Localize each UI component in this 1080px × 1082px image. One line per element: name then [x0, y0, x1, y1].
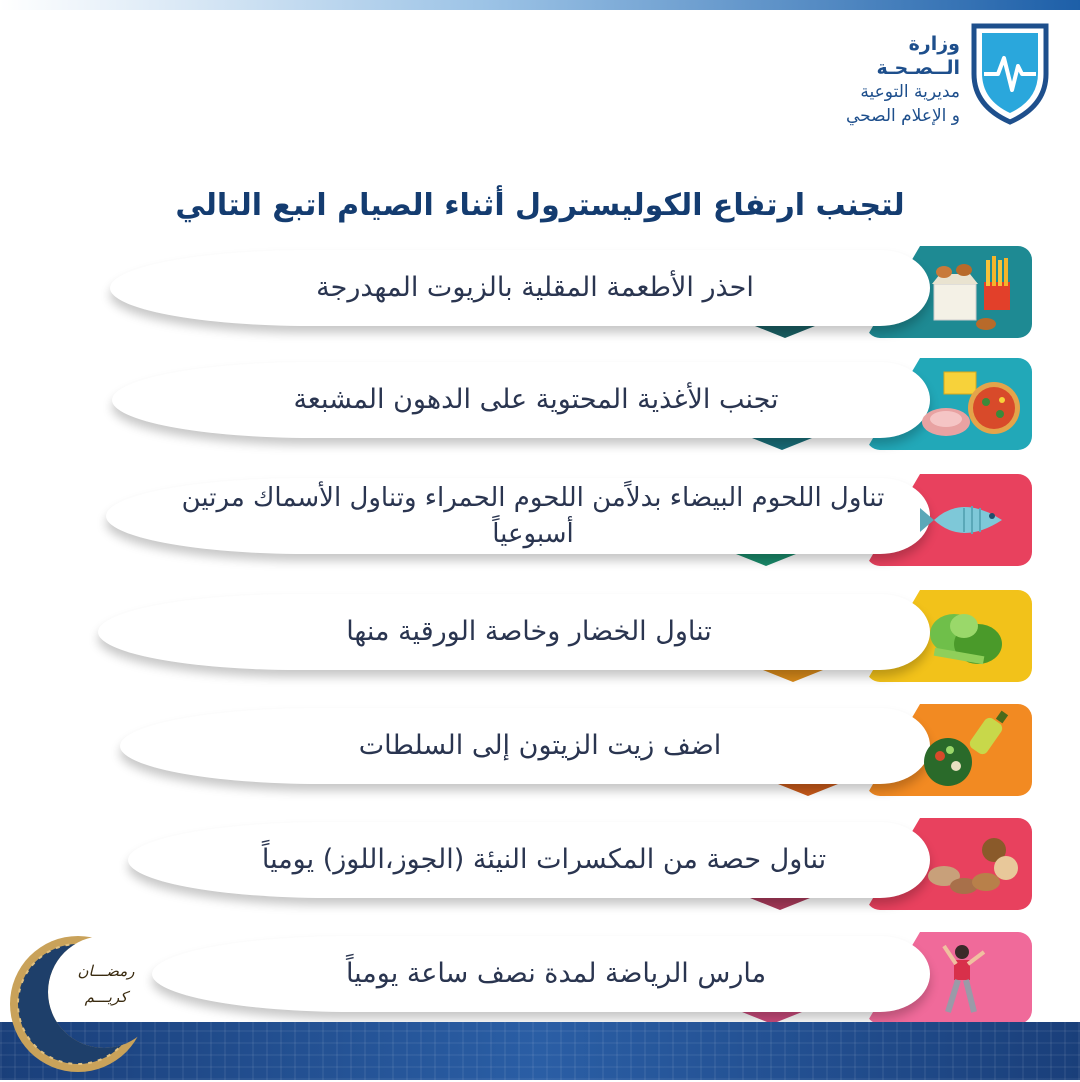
ramadan-line-1: رمضـــان — [77, 962, 135, 980]
shield-heartbeat-icon — [968, 18, 1052, 126]
pizza-meat-cheese-icon — [914, 364, 1024, 444]
ramadan-line-2: كريـــم — [84, 988, 128, 1006]
tip-card-6 — [128, 818, 1080, 910]
tip-notch — [750, 898, 810, 910]
logo-line-ministry: وزارة الــصـحـة — [876, 33, 960, 79]
ramadan-kareem-badge — [8, 928, 158, 1078]
fish-icon — [914, 480, 1024, 560]
leafy-greens-icon — [914, 596, 1024, 676]
top-accent-bar — [0, 0, 1080, 10]
tip-card-3 — [106, 474, 1080, 566]
tip-text: تناول اللحوم البيضاء بدلاًمن اللحوم الحمراء وتناول الأسماك مرتين أسبوعياً — [106, 478, 930, 554]
tip-text: احذر الأطعمة المقلية بالزيوت المهدرجة — [110, 250, 930, 326]
ramadan-text — [66, 958, 146, 1010]
logo-text — [820, 32, 960, 128]
exercise-icon — [914, 938, 1024, 1018]
tip-notch — [736, 554, 796, 566]
logo-line-directorate: مديرية التوعية — [860, 82, 960, 102]
tip-text: مارس الرياضة لمدة نصف ساعة يومياً — [152, 936, 930, 1012]
nuts-icon — [914, 824, 1024, 904]
tip-text: تناول الخضار وخاصة الورقية منها — [98, 594, 930, 670]
tip-card-5 — [120, 704, 1080, 796]
tip-card-1 — [110, 246, 1080, 338]
tip-notch — [778, 784, 838, 796]
tip-card-2 — [112, 358, 1080, 450]
tip-notch — [755, 326, 815, 338]
tip-notch — [752, 438, 812, 450]
tip-text: تجنب الأغذية المحتوية على الدهون المشبعة — [112, 362, 930, 438]
logo-line-media: و الإعلام الصحي — [845, 106, 960, 126]
olive-oil-salad-icon — [914, 710, 1024, 790]
tip-text: تناول حصة من المكسرات النيئة (الجوز،اللوز) يومياً — [128, 822, 930, 898]
tip-text: اضف زيت الزيتون إلى السلطات — [120, 708, 930, 784]
tip-card-4 — [98, 590, 1080, 682]
page-title: لتجنب ارتفاع الكوليسترول أثناء الصيام اتبع التالي — [175, 188, 905, 223]
tip-notch — [763, 670, 823, 682]
fried-food-icon — [914, 252, 1024, 332]
ministry-logo — [820, 18, 1055, 128]
tip-card-7 — [152, 932, 1080, 1024]
bottom-pattern-band — [0, 1022, 1080, 1080]
